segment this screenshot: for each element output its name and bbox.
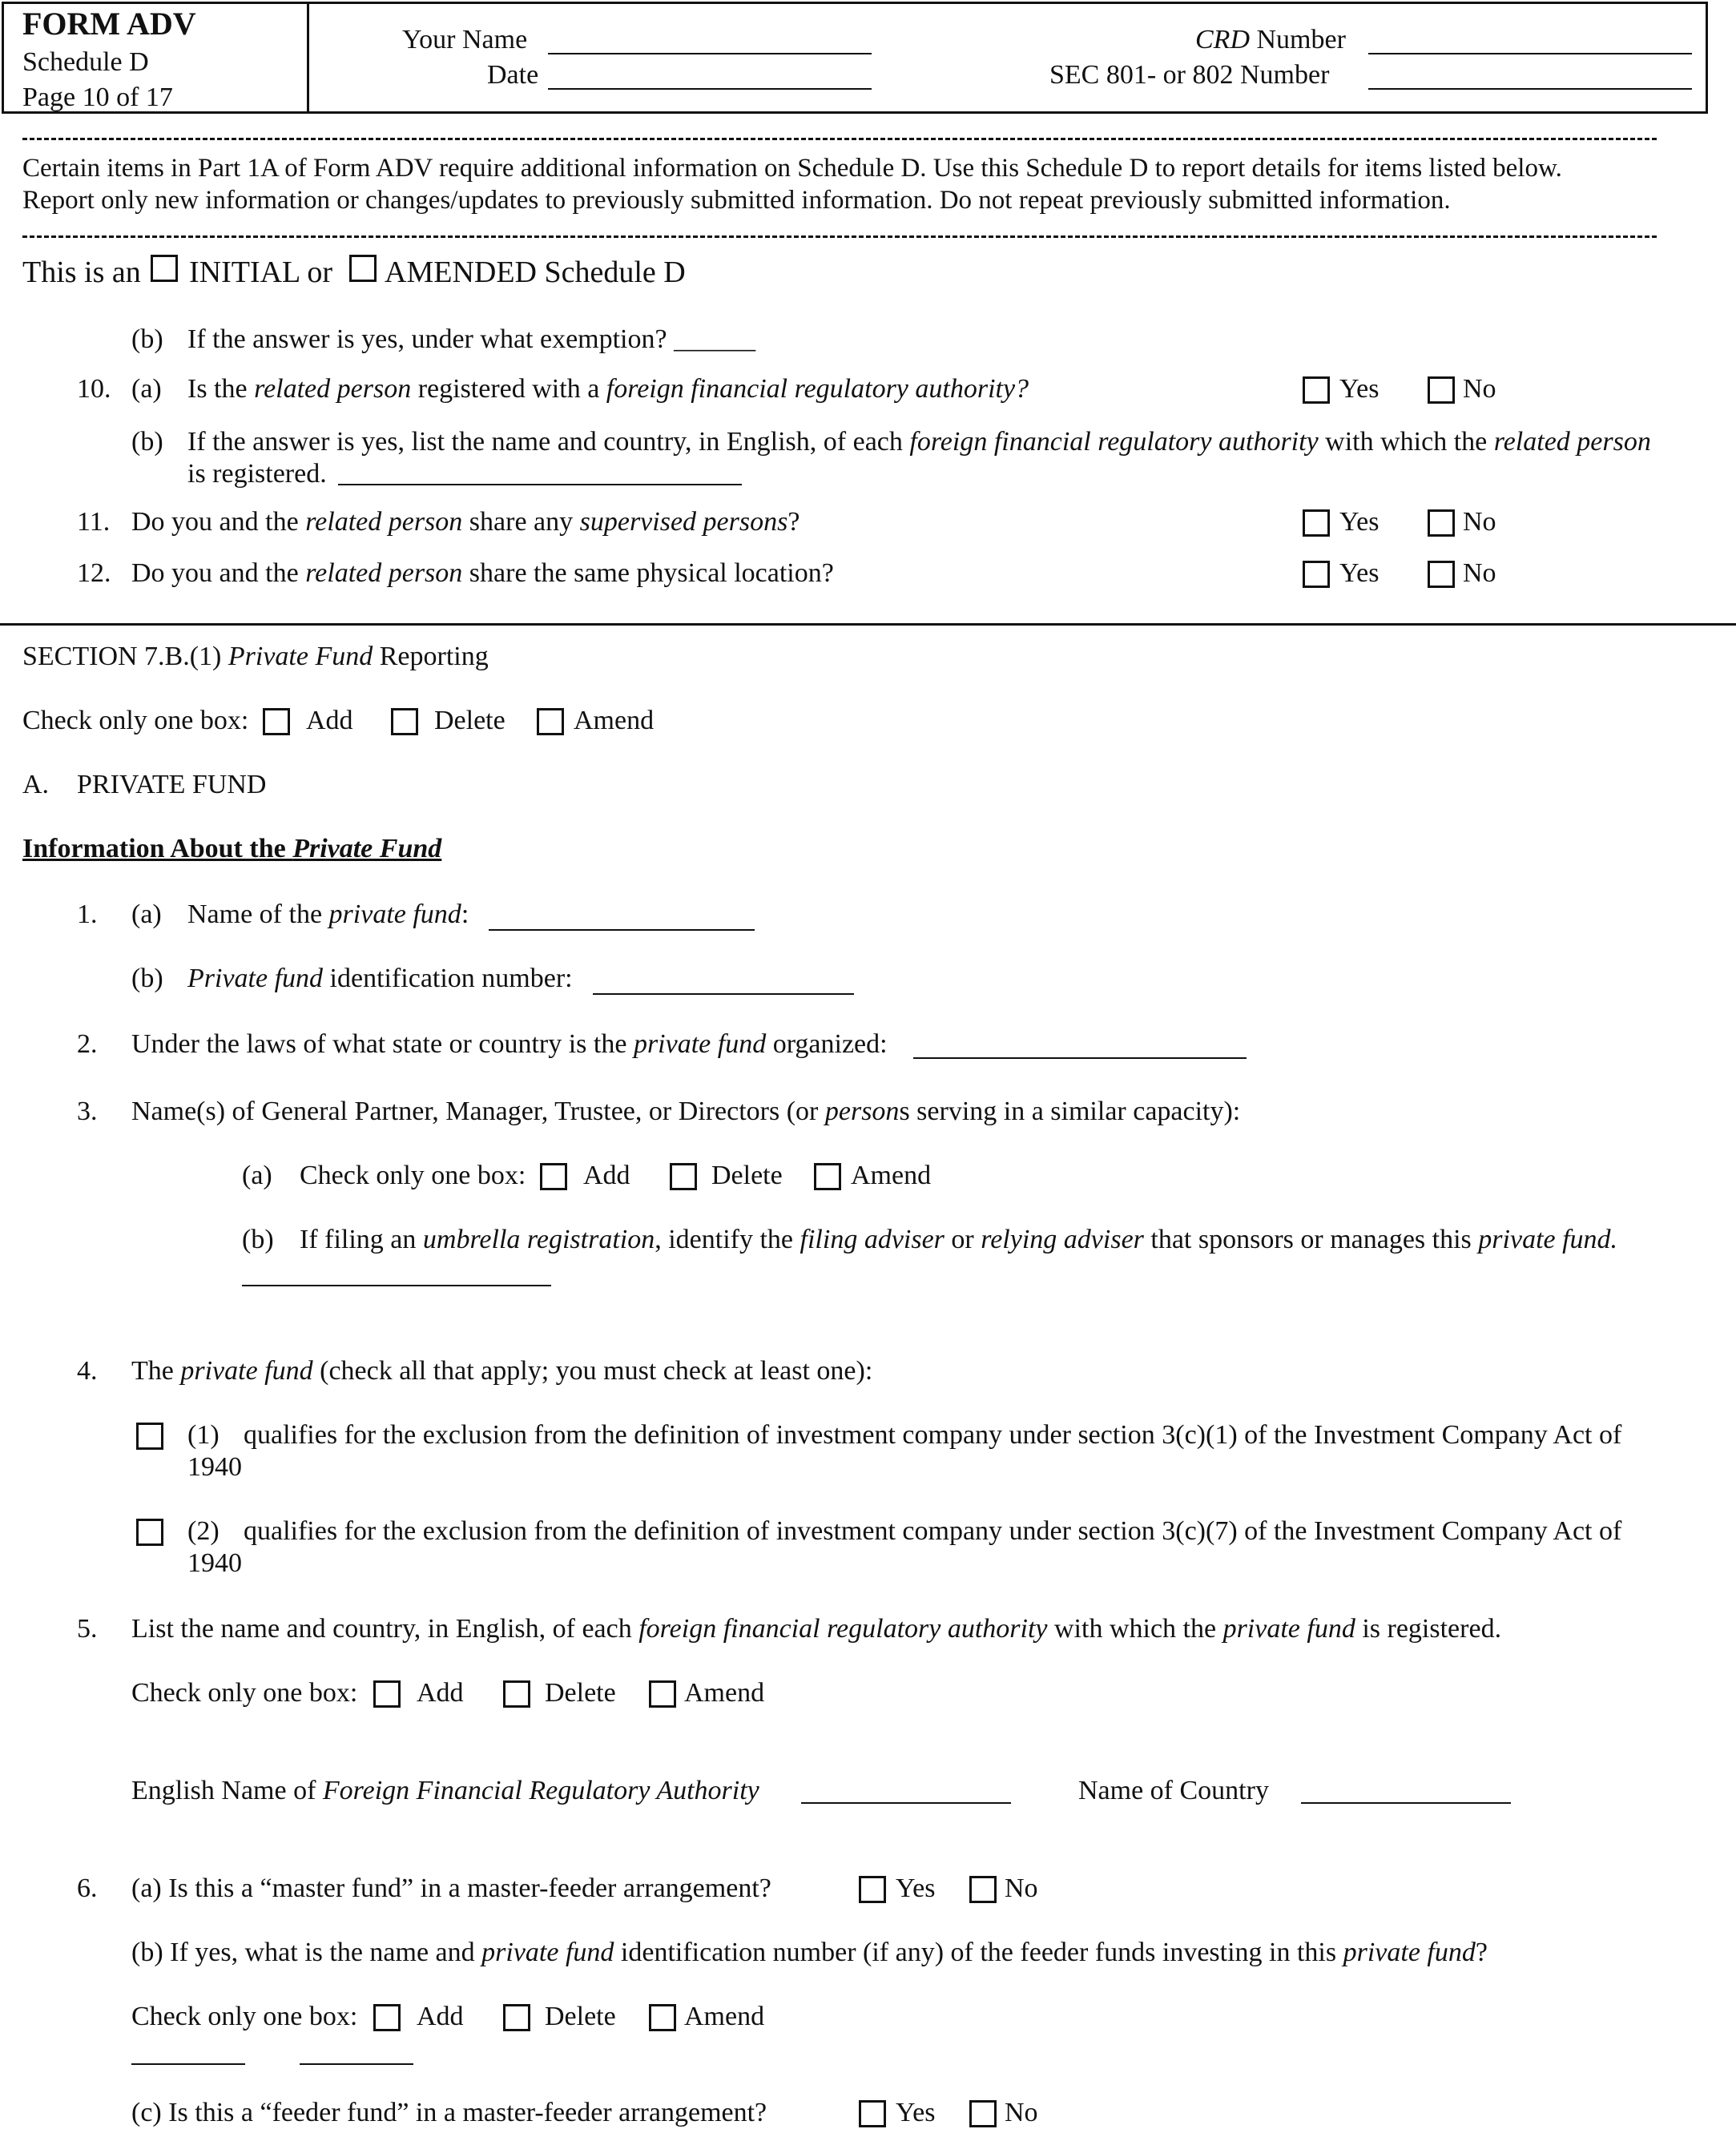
q2-number: 2.: [77, 1029, 98, 1059]
q1a-text: Name of the private fund:: [187, 899, 469, 929]
date-label: Date: [487, 60, 539, 90]
q11-yes-checkbox[interactable]: [1303, 509, 1330, 537]
sponsoring-adviser-field[interactable]: [242, 1285, 551, 1286]
q10b-answer-field[interactable]: [338, 484, 742, 485]
q6b-add-label: Add: [417, 2002, 464, 2031]
amended-checkbox[interactable]: [349, 255, 377, 282]
section-amend-label: Amend: [574, 706, 655, 735]
q5-number: 5.: [77, 1614, 98, 1644]
q9b-text: If the answer is yes, under what exemption? ______: [187, 324, 756, 354]
section-add-label: Add: [306, 706, 353, 735]
q5-add-label: Add: [417, 1678, 464, 1708]
q3b-letter: (b): [242, 1225, 274, 1254]
q3a-add-label: Add: [583, 1161, 630, 1190]
section-amend-checkbox[interactable]: [537, 708, 564, 735]
form-header: [2, 2, 1708, 114]
schedule-label: Schedule D: [22, 47, 149, 77]
q10a-yes-checkbox[interactable]: [1303, 376, 1330, 404]
info-heading: Information About the Private Fund: [22, 834, 442, 863]
header-divider: [307, 4, 309, 111]
feeder-fund-id-field[interactable]: [300, 2063, 413, 2065]
q1b-letter: (b): [131, 964, 163, 993]
q11-yes-label: Yes: [1339, 507, 1380, 537]
q12-text: Do you and the related person share the same physical location?: [131, 558, 834, 588]
q4-2-checkbox[interactable]: [136, 1519, 163, 1546]
q12-yes-label: Yes: [1339, 558, 1380, 588]
q6b-delete-label: Delete: [545, 2002, 616, 2031]
organized-field[interactable]: [913, 1057, 1247, 1059]
section-title: SECTION 7.B.(1) Private Fund Reporting: [22, 642, 489, 671]
q5-authority-label: English Name of Foreign Financial Regulatory Authority: [131, 1776, 759, 1805]
q10a-no-checkbox[interactable]: [1428, 376, 1455, 404]
q6b-add-checkbox[interactable]: [373, 2004, 401, 2031]
q6c-no-checkbox[interactable]: [969, 2100, 997, 2127]
q11-number: 11.: [77, 507, 111, 537]
your-name-label: Your Name: [402, 25, 528, 54]
q10a-no-label: No: [1463, 374, 1496, 404]
q5-text: List the name and country, in English, of each foreign financial regulatory authority with which the private fund is registered.: [131, 1614, 1502, 1644]
q11-no-label: No: [1463, 507, 1496, 537]
q6b-delete-checkbox[interactable]: [503, 2004, 530, 2031]
q1-number: 1.: [77, 899, 98, 929]
q3a-add-checkbox[interactable]: [540, 1163, 567, 1190]
q12-no-label: No: [1463, 558, 1496, 588]
q6b-amend-checkbox[interactable]: [649, 2004, 676, 2031]
q10a-text: Is the related person registered with a foreign financial regulatory authority?: [187, 374, 1029, 404]
fund-id-field[interactable]: [593, 993, 854, 995]
q10a-letter: (a): [131, 374, 162, 404]
your-name-field[interactable]: [548, 53, 872, 54]
q4-1-year: 1940: [187, 1452, 242, 1482]
section-add-checkbox[interactable]: [263, 708, 290, 735]
intro-line-1: Certain items in Part 1A of Form ADV require additional information on Schedule D. Use this Schedule D to report details for items listed below.: [22, 154, 1562, 183]
schedule-type-prefix: This is an: [22, 256, 141, 289]
q3a-delete-checkbox[interactable]: [670, 1163, 697, 1190]
q1b-text: Private fund identification number:: [187, 964, 573, 993]
q3a-delete-label: Delete: [711, 1161, 783, 1190]
q12-no-checkbox[interactable]: [1428, 561, 1455, 588]
page-number: Page 10 of 17: [22, 83, 173, 112]
q4-1-checkbox[interactable]: [136, 1423, 163, 1450]
fund-name-field[interactable]: [489, 929, 755, 931]
q6a-text: (a) Is this a “master fund” in a master-feeder arrangement?: [131, 1873, 771, 1903]
q11-text: Do you and the related person share any supervised persons?: [131, 507, 800, 537]
q4-1-number: (1): [187, 1420, 220, 1450]
form-title: FORM ADV: [22, 6, 196, 42]
q5-delete-label: Delete: [545, 1678, 616, 1708]
q5-check-one-label: Check only one box:: [131, 1678, 358, 1708]
q6c-yes-label: Yes: [896, 2098, 936, 2127]
part-a-label: A.: [22, 770, 50, 799]
q3b-text: If filing an umbrella registration, identify the filing adviser or relying adviser that sponsors or manages this private fund.: [300, 1225, 1618, 1254]
q6-number: 6.: [77, 1873, 98, 1903]
q3a-amend-checkbox[interactable]: [814, 1163, 841, 1190]
q4-2-year: 1940: [187, 1548, 242, 1578]
section-divider: [0, 623, 1736, 626]
q6c-yes-checkbox[interactable]: [859, 2100, 886, 2127]
q4-number: 4.: [77, 1356, 98, 1386]
crd-label: CRD Number: [1195, 25, 1346, 54]
dashed-divider: [22, 235, 1657, 238]
q6a-yes-label: Yes: [896, 1873, 936, 1903]
q1a-letter: (a): [131, 899, 162, 929]
q4-2-text: qualifies for the exclusion from the definition of investment company under section 3(c)(7) of the Investment Company Act of: [244, 1516, 1622, 1546]
q10a-yes-label: Yes: [1339, 374, 1380, 404]
q5-amend-label: Amend: [684, 1678, 765, 1708]
q12-number: 12.: [77, 558, 111, 588]
q3-text: Name(s) of General Partner, Manager, Trustee, or Directors (or persons serving in a similar capacity):: [131, 1097, 1241, 1126]
q6c-no-label: No: [1005, 2098, 1038, 2127]
q3a-letter: (a): [242, 1161, 272, 1190]
sec-number-field[interactable]: [1368, 88, 1692, 90]
feeder-fund-name-field[interactable]: [131, 2063, 245, 2065]
q6a-no-label: No: [1005, 1873, 1038, 1903]
q2-text: Under the laws of what state or country is the private fund organized:: [131, 1029, 888, 1059]
section-delete-checkbox[interactable]: [391, 708, 418, 735]
q4-2-number: (2): [187, 1516, 220, 1546]
country-name-field[interactable]: [1301, 1802, 1511, 1804]
date-field[interactable]: [548, 88, 872, 90]
dashed-divider: [22, 138, 1657, 140]
initial-checkbox[interactable]: [151, 255, 178, 282]
q6b-check-one-label: Check only one box:: [131, 2002, 358, 2031]
q9b-letter: (b): [131, 324, 163, 354]
q3a-check-one-label: Check only one box:: [300, 1161, 526, 1190]
q6a-no-checkbox[interactable]: [969, 1876, 997, 1903]
check-one-label: Check only one box:: [22, 706, 249, 735]
amended-label: AMENDED Schedule D: [385, 256, 686, 289]
q6a-yes-checkbox[interactable]: [859, 1876, 886, 1903]
q5-add-checkbox[interactable]: [373, 1680, 401, 1708]
section-delete-label: Delete: [434, 706, 505, 735]
crd-number-field[interactable]: [1368, 53, 1692, 54]
q6c-text: (c) Is this a “feeder fund” in a master-feeder arrangement?: [131, 2098, 767, 2127]
q5-amend-checkbox[interactable]: [649, 1680, 676, 1708]
q11-no-checkbox[interactable]: [1428, 509, 1455, 537]
intro-line-2: Report only new information or changes/updates to previously submitted information. Do not repeat previously submitted information.: [22, 186, 1451, 215]
q10b-letter: (b): [131, 427, 163, 457]
authority-name-field[interactable]: [801, 1802, 1011, 1804]
q6b-amend-label: Amend: [684, 2002, 765, 2031]
q5-delete-checkbox[interactable]: [503, 1680, 530, 1708]
q3-number: 3.: [77, 1097, 98, 1126]
part-a-title: PRIVATE FUND: [77, 770, 267, 799]
q5-country-label: Name of Country: [1078, 1776, 1269, 1805]
q10b-text: If the answer is yes, list the name and country, in English, of each foreign financial regulatory authority with which the related person: [187, 427, 1651, 457]
q6b-text: (b) If yes, what is the name and private fund identification number (if any) of the feeder funds investing in this private fund?: [131, 1938, 1488, 1967]
q10b-text-cont: is registered.: [187, 459, 327, 489]
initial-label: INITIAL or: [189, 256, 333, 289]
sec-number-label: SEC 801- or 802 Number: [1049, 60, 1330, 90]
q4-text: The private fund (check all that apply; you must check at least one):: [131, 1356, 873, 1386]
q4-1-text: qualifies for the exclusion from the definition of investment company under section 3(c)(1) of the Investment Company Act of: [244, 1420, 1622, 1450]
q3a-amend-label: Amend: [851, 1161, 932, 1190]
q12-yes-checkbox[interactable]: [1303, 561, 1330, 588]
q10-number: 10.: [77, 374, 111, 404]
